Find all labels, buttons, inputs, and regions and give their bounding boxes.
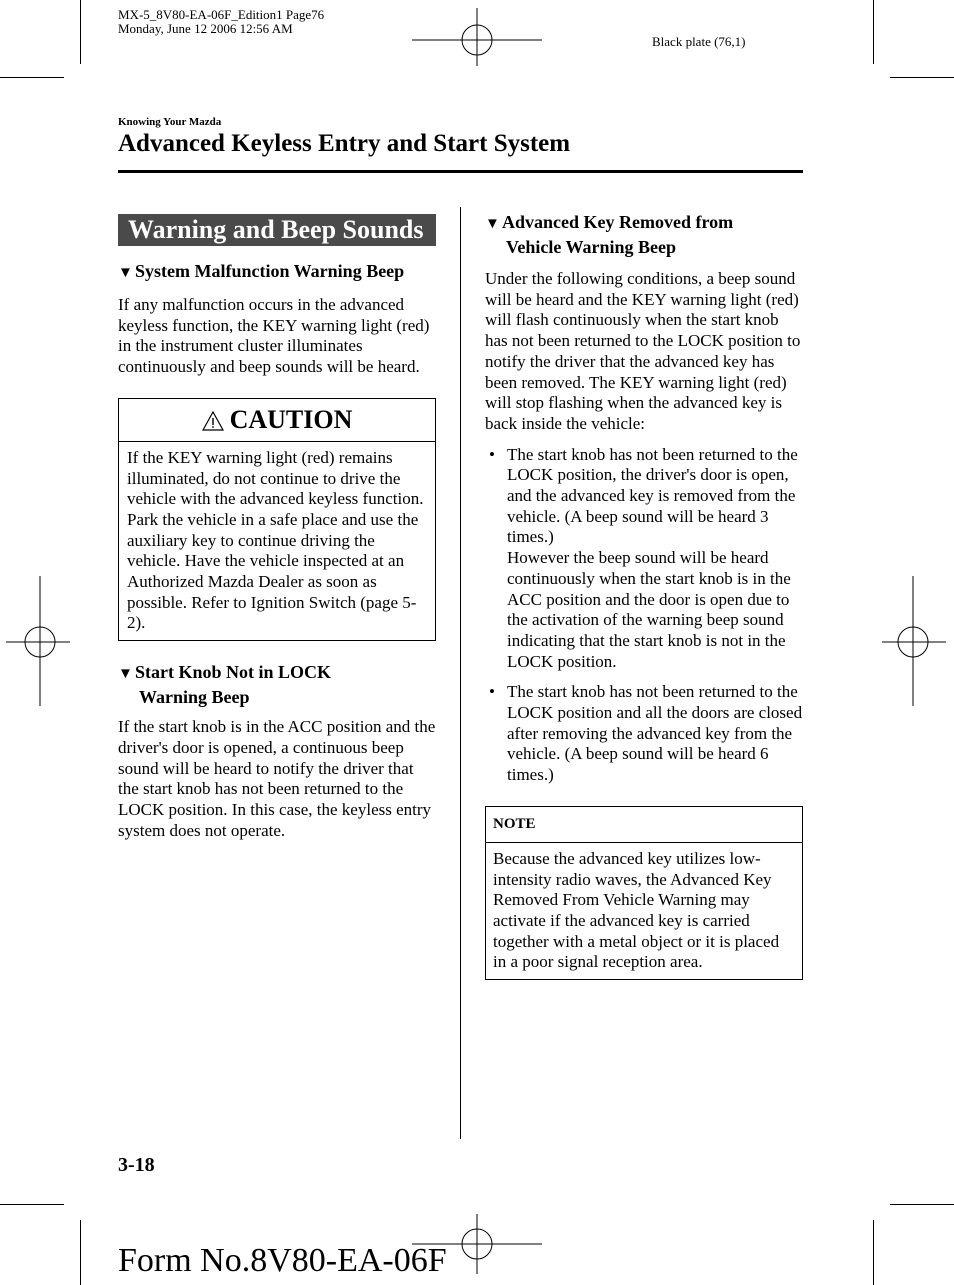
column-divider (460, 207, 461, 1139)
caution-label: CAUTION (229, 404, 353, 434)
subheading-start-knob (118, 661, 436, 709)
registration-mark-right-icon (882, 576, 946, 706)
caution-header (119, 399, 435, 442)
header-rule (118, 170, 803, 173)
registration-mark-top-icon (412, 8, 542, 68)
subheading-text: System Malfunction Warning Beep (135, 261, 405, 281)
list-item (485, 682, 803, 786)
right-column (485, 211, 803, 980)
section-title: Warning and Beep Sounds (118, 214, 436, 246)
down-triangle-icon: ▼ (485, 216, 500, 232)
subheading-key-removed (485, 211, 803, 259)
down-triangle-icon: ▼ (118, 666, 133, 683)
subheading-text-line1: Start Knob Not in LOCK (135, 662, 332, 683)
paragraph-start-knob: If the start knob is in the ACC position and the driver's door is opened, a continuous beep sound will be heard to notify the driver that the start knob has not been returned to the LOCK position. In this case, the keyless entry system does not operate. (118, 717, 436, 840)
chapter-kicker: Knowing Your Mazda (118, 116, 222, 128)
list-item (485, 445, 803, 673)
subheading-text-line1: Advanced Key Removed from (502, 212, 734, 232)
print-job-line: MX-5_8V80-EA-06F_Edition1 Page76 (118, 7, 325, 22)
list-item-text: The start knob has not been returned to the LOCK position, the driver's door is open, and the advanced key is removed from the vehicle. (A beep sound will be heard 3 times.) (507, 444, 798, 547)
subheading-system-malfunction (118, 260, 436, 285)
form-number: Form No.8V80-EA-06F (118, 1242, 447, 1279)
bullet-icon: • (489, 444, 495, 464)
paragraph-key-removed-intro: Under the following conditions, a beep sound will be heard and the KEY warning light (red) will flash continuously when the start knob has not been returned to the LOCK position to notify the driver that the advanced key has been removed. The KEY warning light (red) will stop flashing when the advanced key is back inside the vehicle: (485, 269, 801, 433)
condition-list (485, 445, 803, 786)
bullet-icon: • (489, 682, 495, 702)
subheading-text-line2: Warning Beep (139, 687, 250, 708)
note-text: Because the advanced key utilizes low-intensity radio waves, the Advanced Key Removed From Vehicle Warning may activate if the advanced key is carried together with a metal object or it is placed in a poor signal reception area. (493, 848, 780, 972)
note-label: NOTE (486, 807, 802, 843)
down-triangle-icon: ▼ (118, 265, 133, 281)
page-number: 3-18 (118, 1154, 155, 1176)
left-column (118, 214, 436, 841)
plate-label: Black plate (76,1) (652, 34, 746, 49)
subheading-text-line2: Vehicle Warning Beep (506, 237, 677, 257)
print-date-line: Monday, June 12 2006 12:56 AM (118, 21, 293, 36)
chapter-title: Advanced Keyless Entry and Start System (118, 130, 571, 157)
paragraph-system-malfunction: If any malfunction occurs in the advanced keyless function, the KEY warning light (red) in the instrument cluster illuminates continuously and beep sounds will be heard. (118, 295, 430, 377)
registration-mark-left-icon (6, 576, 70, 706)
caution-box (118, 398, 436, 641)
list-item-extra: However the beep sound will be heard continuously when the start knob is in the ACC position and the door is open due to the activation of the warning beep sound indicating that the start knob is not in the LOCK position. (507, 548, 791, 671)
note-box (485, 806, 803, 980)
caution-text: If the KEY warning light (red) remains illuminated, do not continue to drive the vehicle with the advanced keyless function. Park the vehicle in a safe place and use the auxiliary key to continue driving the vehicle. Have the vehicle inspected at an Authorized Mazda Dealer as soon as possible. Refer to Ignition Switch (page 5-2). (127, 447, 424, 633)
warning-triangle-icon (202, 411, 224, 431)
print-meta (118, 8, 324, 36)
list-item-text: The start knob has not been returned to the LOCK position and all the doors are closed after removing the advanced key from the vehicle. (A beep sound will be heard 6 times.) (507, 682, 803, 785)
